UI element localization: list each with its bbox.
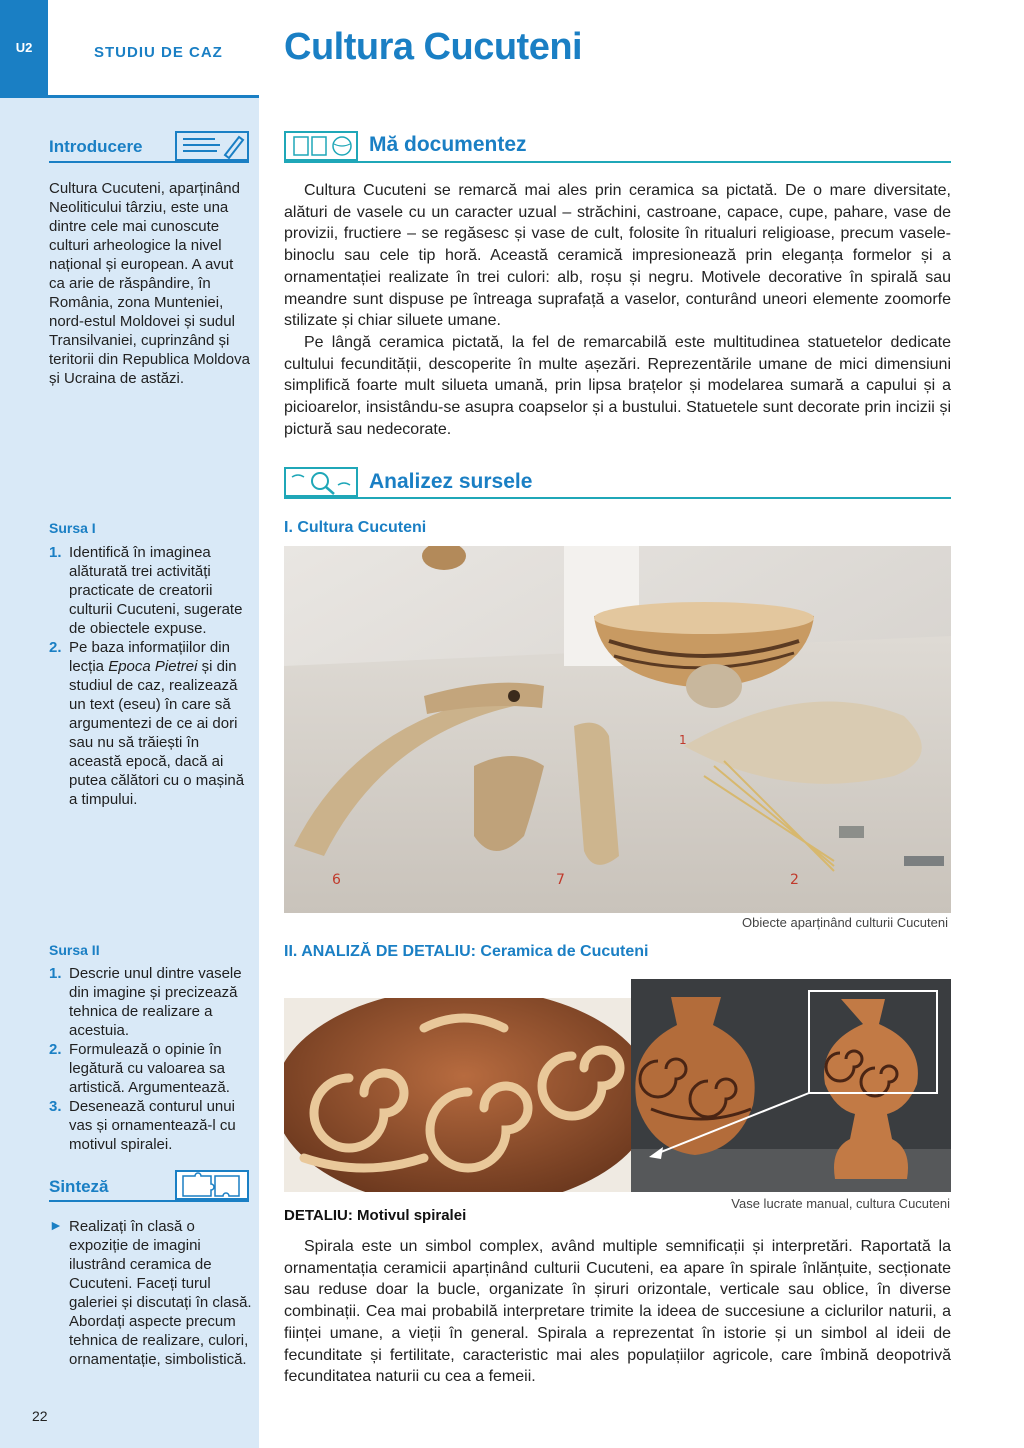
cucuteni-vases-photo (631, 979, 951, 1192)
synthesis-rule (49, 1200, 249, 1202)
documentez-text (284, 180, 951, 440)
detail-text-block (284, 1236, 951, 1388)
intro-text: Cultura Cucuteni, aparținând Neoliticului târziu, este una dintre cele mai cunoscute culturi arheologice la nivel național și european. A avut ca arie de răspândire, în România, zona Munteniei, nord-estul Moldovei și sudul Transilvaniei, cuprinzând și teritorii din Republica Moldova și Ucraina de astăzi. (49, 180, 250, 387)
intro-heading: Introducere (49, 137, 143, 156)
intro-rule (49, 161, 249, 163)
source2-title: II. ANALIZĂ DE DETALIU: Ceramica de Cucuteni (284, 943, 649, 960)
analizez-heading: Analizez sursele (369, 470, 533, 493)
source2-tasks (49, 964, 254, 1154)
page-title: Cultura Cucuteni (284, 26, 583, 68)
source1-caption: Obiecte aparținând culturii Cucuteni (742, 915, 948, 930)
source1-task-2: 2. Pe baza informațiilor din lecția Epoca Pietrei și din studiul de caz, realizează un text (eseu) în care să argumentezi de ce ai dori sau nu să trăiești în această epocă, dacă ai putea călători cu o mașină a timpului. (49, 639, 245, 808)
magnifier-globe-icon (284, 467, 358, 497)
source1-task-1: 1. Identifică în imaginea alăturată trei activități practicate de creatorii culturii Cucuteni, sugerate de obiectele expuse. (49, 544, 243, 637)
documentez-paragraph-2: Pe lângă ceramica pictată, la fel de remarcabilă este multitudinea statuetelor dedicate cultului fecundității, descoperite în multe așezări. Reprezentările umane de mici dimensiuni simplifică foarte mult silueta umană, prin lipsa brațelor și modelarea sumară a capului și a picioarelor, insistându-se asupra coapselor și a bustului. Statuetele sunt decorate prin incizii și pictură sau nedecorate. (284, 333, 951, 438)
documents-globe-icon (284, 131, 358, 161)
documentez-paragraph-1: Cultura Cucuteni se remarcă mai ales prin ceramica sa pictată. De o mare diversitate, alături de vasele cu un caracter uzual – străchini, castroane, capace, cupe, pahare, vase de provizii, fructiere – se regăsesc și vase de cult, folosite în ritualuri religioase, precum vasele-binoclu sau cele tip horă. Această ceramică impresionează prin eleganța formelor și a ornamentației realizate în trei culori: alb, roșu și negru. Motivele decorative în spirală sau meandre sunt dispuse pe întreaga suprafață a vaselor, conturând uneori elemente zoomorfe stilizate și chiar siluete umane. (284, 182, 951, 330)
detail-heading: DETALIU: Motivul spiralei (284, 1207, 467, 1224)
source2-task-1: 1. Descrie unul dintre vasele din imagine și precizează tehnica de realizare a acestuia. (49, 965, 242, 1039)
page-number: 22 (32, 1408, 48, 1424)
label-2: 2 (790, 872, 799, 888)
detail-paragraph: Spirala este un simbol complex, având multiple semnificații și interpretări. Raportată la ornamentația ceramicii aparținând culturii Cucuteni, ea apare în spirale înlănțuite, secționate sau reduse doar la bucle, organizate în șiruri orizontale, verticale sau oblice, în diverse combinații. Cea mai probabilă interpretare trimite la ideea de succesiune a ciclurilor naturii, a ființei umane, a vieții în general. Spirala a reprezentat în istorie și un simbol al ideii de fecunditate și fertilitate, caracteristic mai ales populațiilor agricole, care îmbină deopotrivă fecunditatea naturii cu cea a femeii. (284, 1238, 951, 1386)
puzzle-icon (175, 1170, 249, 1200)
synthesis-text: Realizați în clasă o expoziție de imagini ilustrând ceramica de Cucuteni. Faceți turul galeriei și discutați în clasă. Abordați aspecte precum tehnica de realizare, culori, ornamentație, simbolistică. (69, 1218, 252, 1368)
analizez-rule (284, 497, 951, 499)
synthesis-heading: Sinteză (49, 1177, 109, 1196)
label-7: 7 (556, 872, 565, 888)
source1-tasks (49, 543, 254, 809)
section-label: STUDIU DE CAZ (94, 44, 223, 61)
cucuteni-objects-photo (284, 546, 951, 913)
source1-heading: Sursa I (49, 520, 96, 536)
unit-badge: U2 (0, 0, 48, 95)
source2-task-2: 2. Formulează o opinie în legătură cu valoarea sa artistică. Argumentează. (49, 1041, 230, 1096)
source2-caption: Vase lucrate manual, cultura Cucuteni (731, 1196, 950, 1211)
documentez-rule (284, 161, 951, 163)
notebook-pen-icon (175, 131, 249, 161)
synthesis-bullet-icon: ► (49, 1217, 63, 1233)
documentez-heading: Mă documentez (369, 133, 527, 156)
source1-title: I. Cultura Cucuteni (284, 519, 427, 536)
label-6: 6 (332, 872, 341, 888)
spiral-detail-photo (284, 998, 642, 1192)
label-1: 1 (679, 733, 687, 747)
source2-heading: Sursa II (49, 942, 100, 958)
source2-task-3: 3. Desenează conturul unui vas și ornamentează-l cu motivul spiralei. (49, 1098, 236, 1153)
